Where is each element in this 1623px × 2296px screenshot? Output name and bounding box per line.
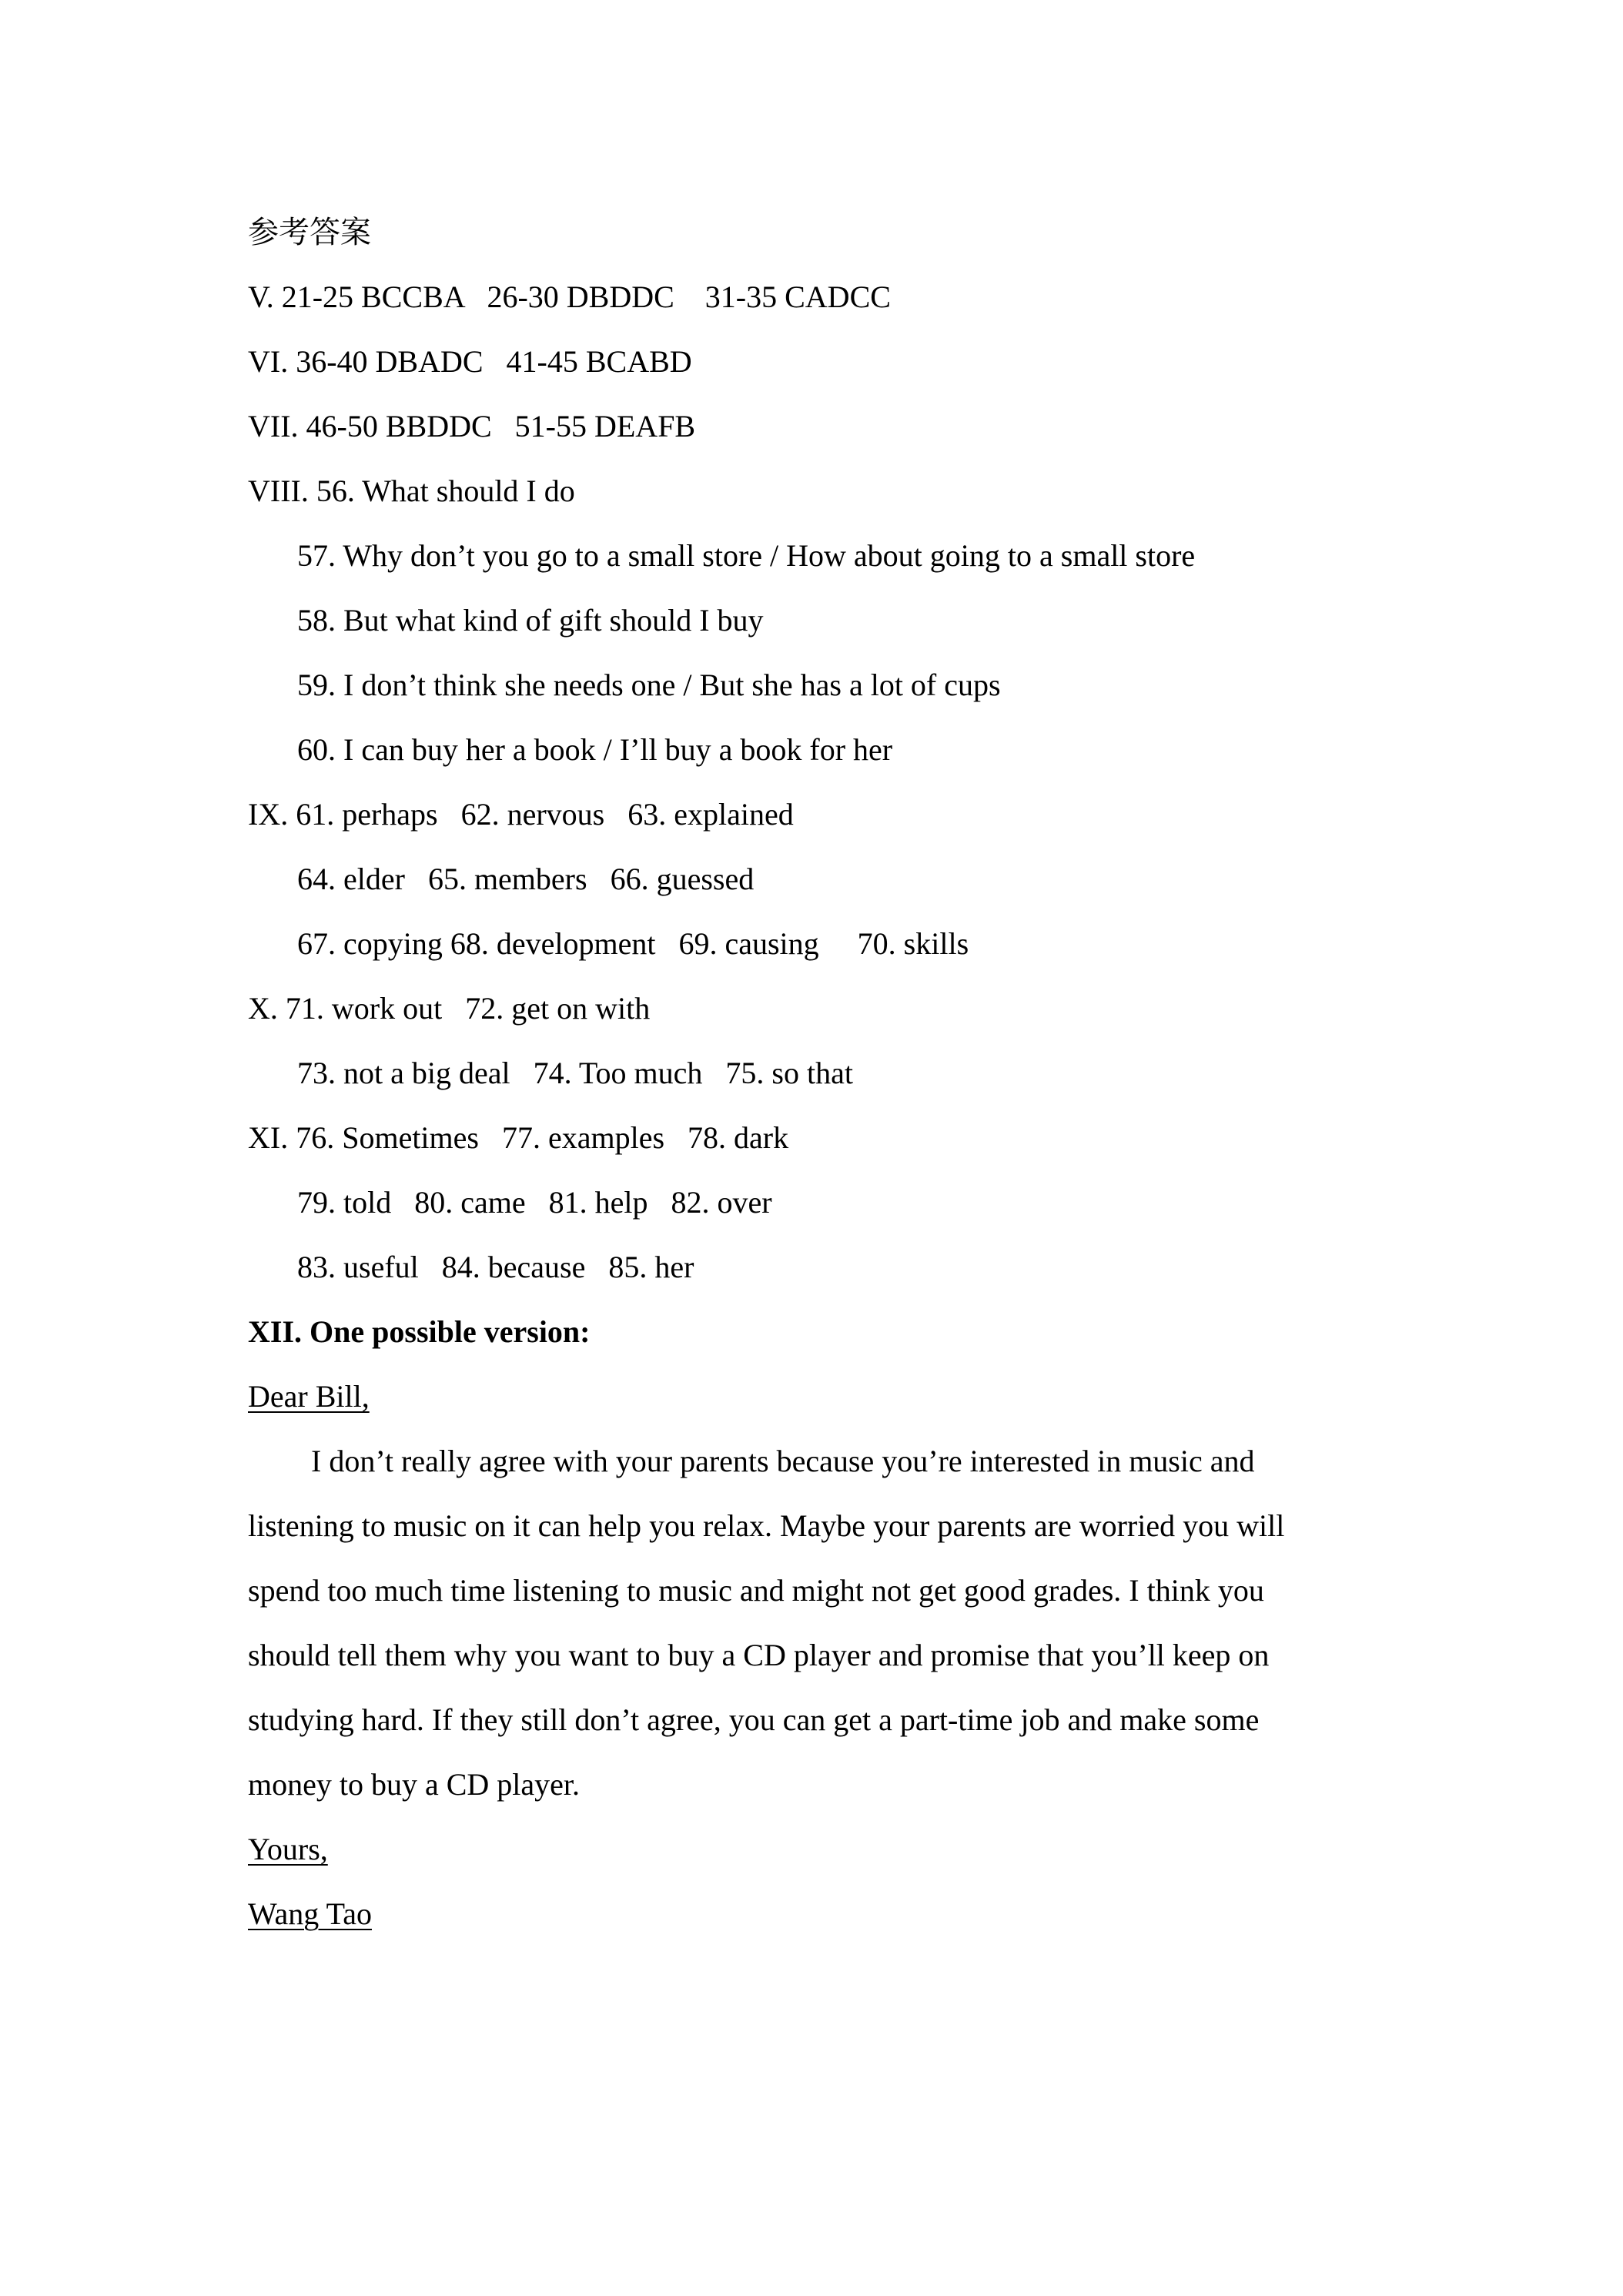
section-xi-answers-3: 83. useful 84. because 85. her (297, 1250, 694, 1284)
answer-57: 57. Why don’t you go to a small store / How about going to a small store (297, 538, 1196, 573)
signature-text: Wang Tao (248, 1896, 372, 1931)
section-xi-answers-2: 79. told 80. came 81. help 82. over (297, 1185, 772, 1220)
closing-text: Yours, (248, 1832, 328, 1866)
section-vii-answers: VII. 46-50 BBDDC 51-55 DEAFB (248, 409, 696, 443)
answer-59: 59. I don’t think she needs one / But she has a lot of cups (297, 668, 1001, 702)
answer-key-heading: 参考答案 (248, 215, 371, 250)
section-vi-answers: VI. 36-40 DBADC 41-45 BCABD (248, 344, 692, 379)
letter-body-line-5: studying hard. If they still don’t agree, you can get a part-time job and make some (248, 1702, 1260, 1737)
answer-58: 58. But what kind of gift should I buy (297, 603, 764, 638)
section-ix-answers-2: 64. elder 65. members 66. guessed (297, 862, 755, 896)
letter-signature (248, 1882, 1403, 1946)
section-xi-answers: XI. 76. Sometimes 77. examples 78. dark (248, 1120, 789, 1155)
salutation-text: Dear Bill, (248, 1379, 370, 1414)
letter-body-line-2: listening to music on it can help you relax. Maybe your parents are worried you will (248, 1508, 1285, 1543)
section-v-answers: V. 21-25 BCCBA 26-30 DBDDC 31-35 CADCC (248, 279, 891, 314)
section-viii-answer-56: VIII. 56. What should I do (248, 474, 575, 508)
section-ix-answers-3: 67. copying 68. development 69. causing 70. skills (297, 926, 969, 961)
letter-body-line-4: should tell them why you want to buy a CD player and promise that you’ll keep on (248, 1638, 1270, 1672)
section-xii-title: XII. One possible version: (248, 1314, 591, 1349)
section-ix-answers: IX. 61. perhaps 62. nervous 63. explained (248, 797, 794, 832)
answer-60: 60. I can buy her a book / I’ll buy a book for her (297, 732, 893, 767)
section-x-answers-2: 73. not a big deal 74. Too much 75. so that (297, 1056, 853, 1090)
letter-closing (248, 1817, 1403, 1882)
letter-body-line-3: spend too much time listening to music and might not get good grades. I think you (248, 1573, 1264, 1608)
letter-body-line-6: money to buy a CD player. (248, 1767, 581, 1802)
letter-body-line-1: I don’t really agree with your parents because you’re interested in music and (303, 1444, 1255, 1478)
letter-salutation (248, 1364, 1403, 1429)
section-x-answers: X. 71. work out 72. get on with (248, 991, 651, 1026)
answer-key-document (248, 200, 1403, 1946)
